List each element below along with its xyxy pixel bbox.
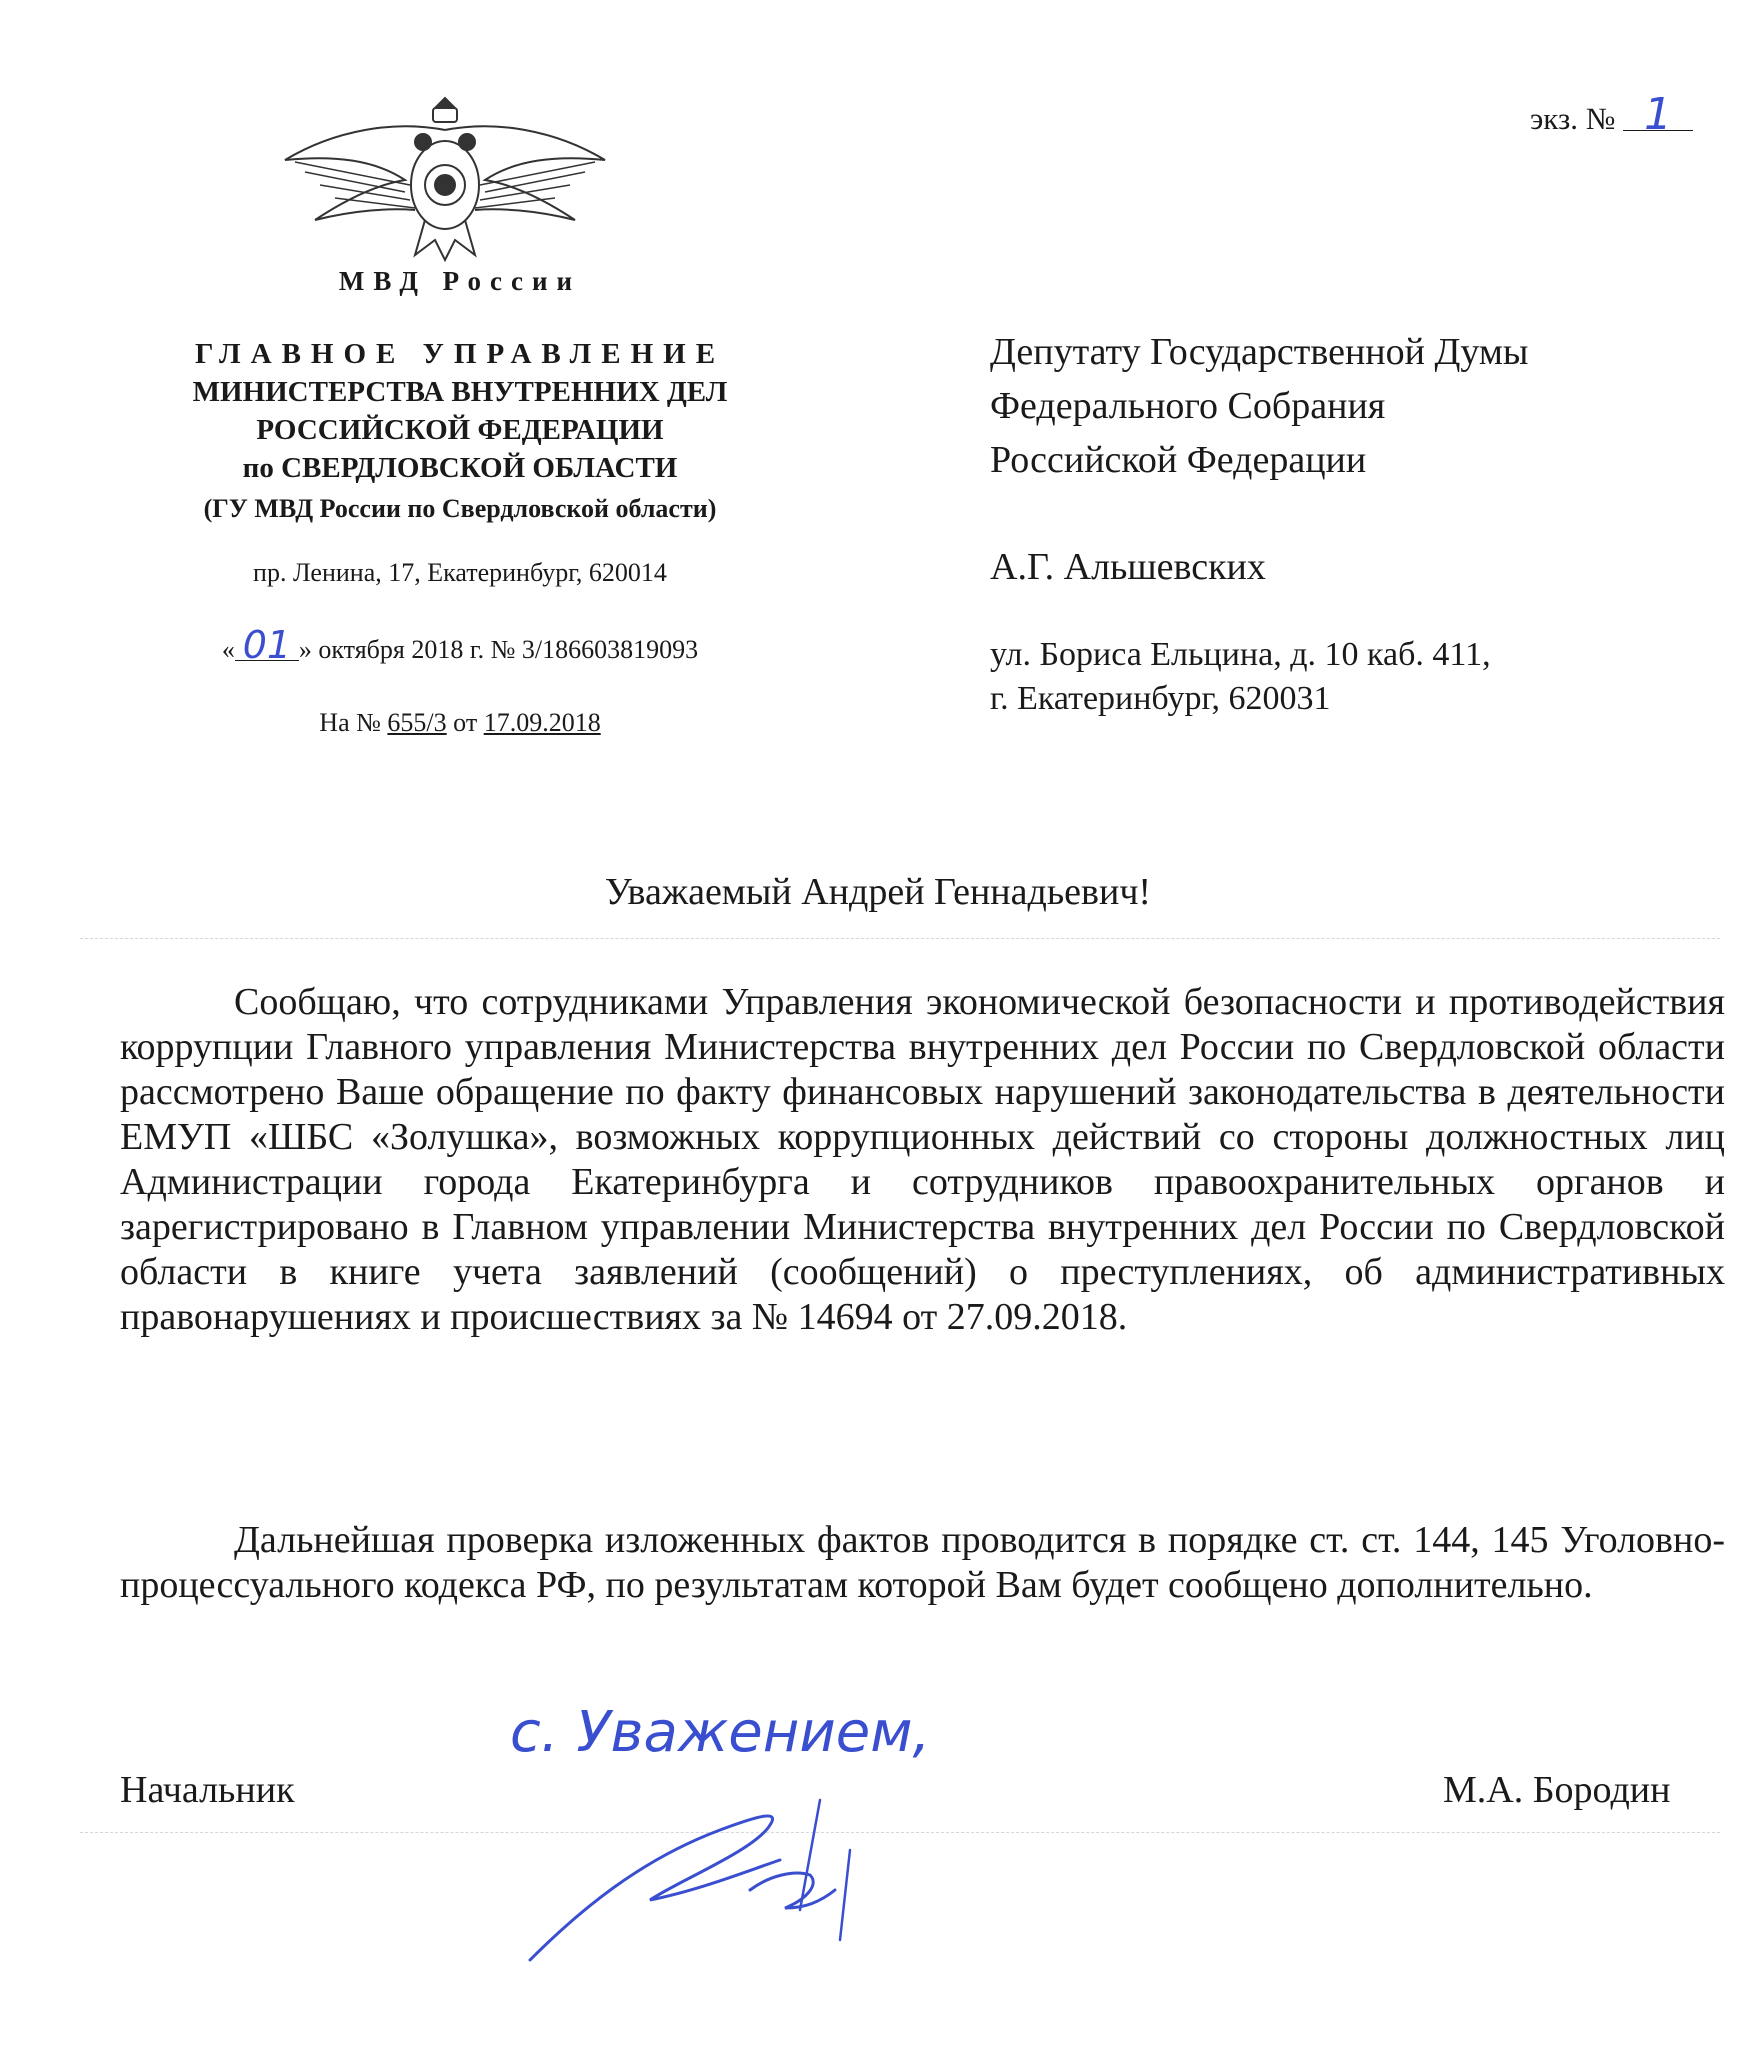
ref-mid: от — [453, 708, 478, 737]
ministry-title: МВД России — [338, 266, 582, 296]
dept-line-3: РОССИЙСКОЙ ФЕДЕРАЦИИ — [256, 414, 664, 446]
dept-line-5: (ГУ МВД России по Свердловской области) — [203, 494, 717, 523]
copy-number — [1530, 89, 1693, 140]
addressee-line-2: Федерального Собрания — [990, 385, 1386, 427]
addressee-line-3: Российской Федерации — [990, 439, 1367, 481]
greeting: Уважаемый Андрей Геннадьевич! — [604, 871, 1152, 913]
addressee-address-1: ул. Бориса Ельцина, д. 10 каб. 411, — [990, 636, 1491, 673]
body-paragraph-1: Сообщаю, что сотрудниками Управления экономической безопасности и противодействия коррупции Главного управления Министерства внутренних дел России по Свердловской области рассмотрено Ваше обращение по факту финансовых нарушений законодательства в деятельности ЕМУП «ШБС «Золушка», возможных коррупционных действий со стороны должностных лиц Администрации города Екатеринбурга и сотрудников правоохранительных органов и зарегистрировано в Главном управлении Министерства внутренних дел России по Свердловской области в книге учета заявлений (сообщений) о преступлениях, об административных правонарушениях и происшествиях за № 14694 от 27.09.2018. — [120, 981, 1725, 1338]
signer-name: М.А. Бородин — [1443, 1769, 1671, 1811]
copy-number-label: экз. № — [1530, 101, 1616, 136]
date-rest: » октября 2018 г. № 3/186603819093 — [298, 635, 699, 664]
addressee-address-2: г. Екатеринбург, 620031 — [990, 680, 1331, 717]
addressee-line-1: Депутату Государственной Думы — [990, 331, 1529, 373]
double-headed-eagle-emblem-icon — [275, 90, 615, 270]
outgoing-date-number — [110, 623, 810, 667]
handwritten-signature-icon — [520, 1790, 940, 1970]
copy-number-value: 1 — [1623, 100, 1693, 131]
date-quote-open: « — [221, 635, 235, 664]
scan-fold-line — [80, 938, 1720, 939]
dept-line-2: МИНИСТЕРСТВА ВНУТРЕННИХ ДЕЛ — [192, 376, 728, 408]
handwritten-note: с. Уважением, — [510, 1700, 931, 1765]
signer-role: Начальник — [120, 1769, 295, 1811]
addressee-name: А.Г. Альшевских — [990, 546, 1266, 588]
body-paragraph-2: Дальнейшая проверка изложенных фактов проводится в порядке ст. ст. 144, 145 Уголовно-процессуального кодекса РФ, по результатам которой Вам будет сообщено дополнительно. — [120, 1519, 1725, 1606]
dept-line-1: ГЛАВНОЕ УПРАВЛЕНИЕ — [194, 338, 726, 370]
date-day: 01 — [235, 630, 299, 661]
ref-prefix: На № — [319, 708, 381, 737]
dept-line-4: по СВЕРДЛОВСКОЙ ОБЛАСТИ — [242, 452, 678, 484]
reference-line — [110, 708, 810, 738]
ref-date: 17.09.2018 — [483, 708, 601, 737]
sender-address: пр. Ленина, 17, Екатеринбург, 620014 — [253, 558, 667, 587]
ref-number: 655/3 — [387, 708, 447, 737]
